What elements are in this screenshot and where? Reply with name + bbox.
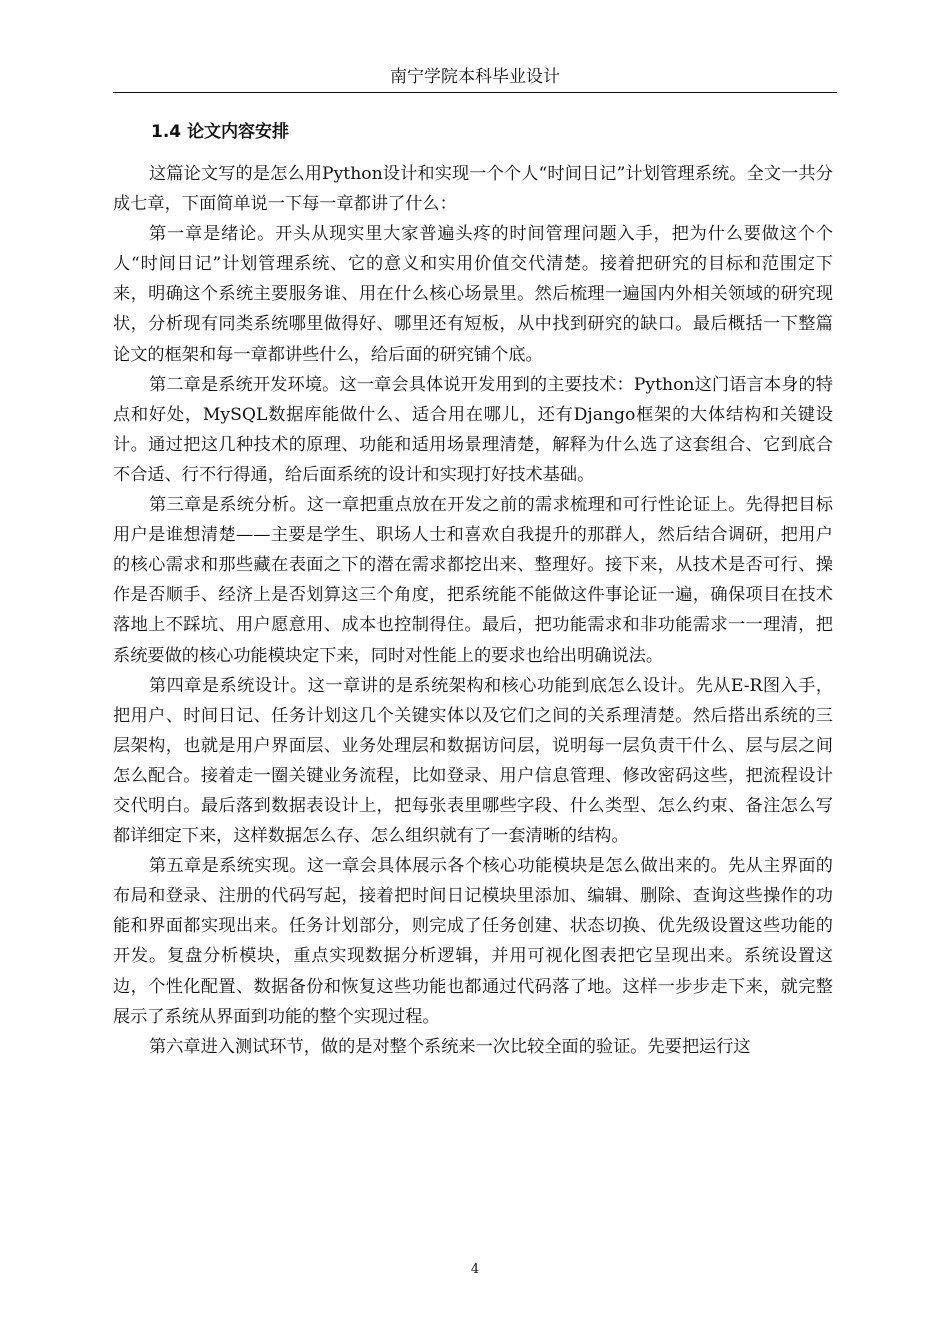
running-header-title: 南宁学院本科毕业设计 <box>390 67 560 87</box>
paragraph-chapter-2: 第二章是系统开发环境。这一章会具体说开发用到的主要技术：Python这门语言本身的特点和好处，MySQL数据库能做什么、适合用在哪儿，还有Django框架的大体结构和关键设计。通过把这几种技术的原理、功能和适用场景理清楚，解释为什么选了这套组合、它到底合不合适、行不行得通，给后面系统的设计和实现打好技术基础。 <box>113 374 833 485</box>
paragraph-chapter-6: 第六章进入测试环节，做的是对整个系统来一次比较全面的验证。先要把运行这 <box>149 1036 751 1057</box>
page-number: 4 <box>470 1262 480 1277</box>
paragraph-chapter-3: 第三章是系统分析。这一章把重点放在开发之前的需求梳理和可行性论证上。先得把目标用户是谁想清楚——主要是学生、职场人士和喜欢自我提升的那群人，然后结合调研，把用户的核心需求和那些藏在表面之下的潜在需求都挖出来、整理好。接下来，从技术是否可行、操作是否顺手、经济上是否划算这三个角度，把系统能不能做这件事论证一遍，确保项目在技术落地上不踩坑、用户愿意用、成本也控制得住。最后，把功能需求和非功能需求一一理清，把系统要做的核心功能模块定下来，同时对性能上的要求也给出明确说法。 <box>113 495 833 666</box>
body-text <box>113 159 833 1062</box>
paragraph-chapter-5: 第五章是系统实现。这一章会具体展示各个核心功能模块是怎么做出来的。先从主界面的布局和登录、注册的代码写起，接着把时间日记模块里添加、编辑、删除、查询这些操作的功能和界面都实现出来。任务计划部分，则完成了任务创建、状态切换、优先级设置这些功能的开发。复盘分析模块，重点实现数据分析逻辑，并用可视化图表把它呈现出来。系统设置这边，个性化配置、数据备份和恢复这些功能也都通过代码落了地。这样一步步走下来，就完整展示了系统从界面到功能的整个实现过程。 <box>113 856 833 1027</box>
header-divider <box>113 92 837 93</box>
paragraph-intro: 这篇论文写的是怎么用Python设计和实现一个个人“时间日记”计划管理系统。全文一共分成七章，下面简单说一下每一章都讲了什么： <box>113 164 833 215</box>
section-heading: 1.4 论文内容安排 <box>151 122 290 142</box>
paragraph-chapter-1: 第一章是绪论。开头从现实里大家普遍头疼的时间管理问题入手，把为什么要做这个个人“时间日记”计划管理系统、它的意义和实用价值交代清楚。接着把研究的目标和范围定下来，明确这个系统主要服务谁、用在什么核心场景里。然后梳理一遍国内外相关领域的研究现状，分析现有同类系统哪里做得好、哪里还有短板，从中找到研究的缺口。最后概括一下整篇论文的框架和每一章都讲些什么，给后面的研究铺个底。 <box>113 224 833 365</box>
paragraph-chapter-4: 第四章是系统设计。这一章讲的是系统架构和核心功能到底怎么设计。先从E-R图入手，把用户、时间日记、任务计划这几个关键实体以及它们之间的关系理清楚。然后搭出系统的三层架构，也就是用户界面层、业务处理层和数据访问层，说明每一层负责干什么、层与层之间怎么配合。接着走一圈关键业务流程，比如登录、用户信息管理、修改密码这些，把流程设计交代明白。最后落到数据表设计上，把每张表里哪些字段、什么类型、怎么约束、备注怎么写都详细定下来，这样数据怎么存、怎么组织就有了一套清晰的结构。 <box>113 675 833 847</box>
